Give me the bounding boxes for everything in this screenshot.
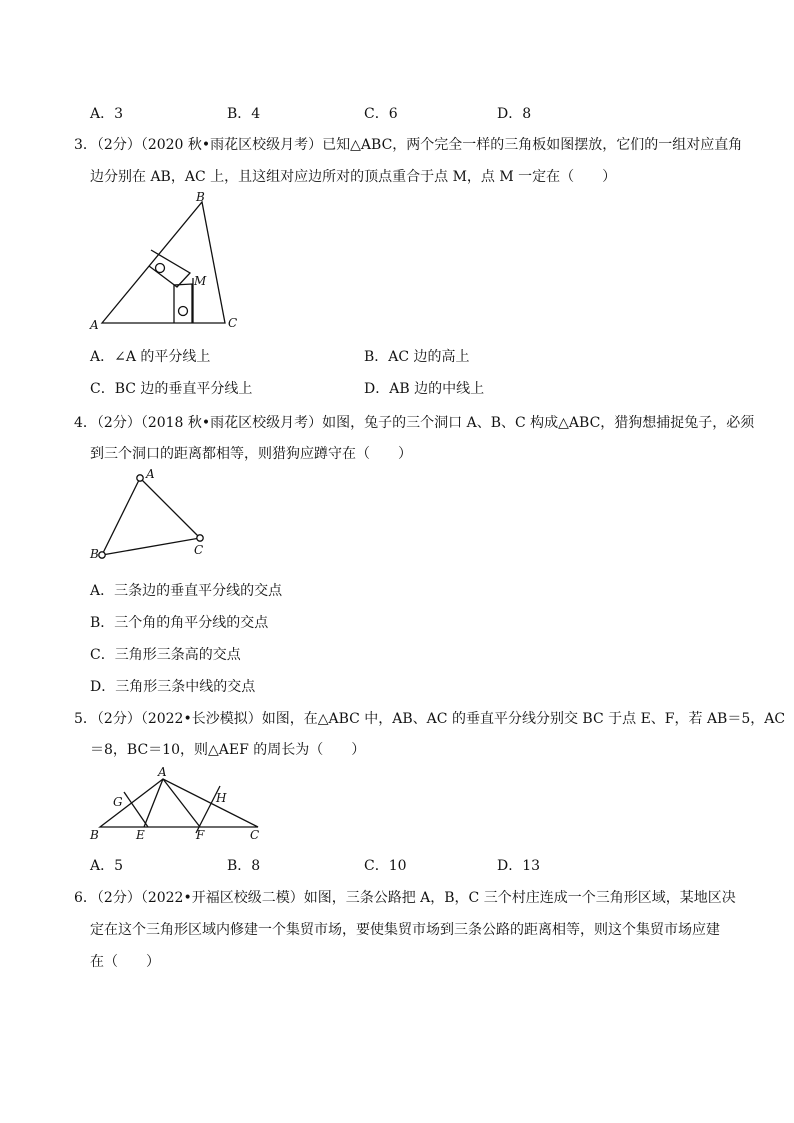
q4-option-d: D．三角形三条中线的交点 — [90, 679, 256, 695]
q5-label-c: C — [250, 828, 260, 842]
q3-stem-line1: 3．（2分）（2020 秋•雨花区校级月考）已知△ABC，两个完全一样的三角板如图摆放，它们的一组对应直角 — [74, 137, 743, 153]
q4-stem-line1: 4．（2分）（2018 秋•雨花区校级月考）如图，兔子的三个洞口 A、B、C 构成△ABC，猎狗想捕捉兔子，必须 — [74, 415, 755, 431]
q3-label-c: C — [228, 316, 238, 330]
q3-setsquare-lower — [174, 284, 192, 323]
q6-stem-line2: 定在这个三角形区域内修建一个集贸市场，要使集贸市场到三条公路的距离相等，则这个集贸市场应建 — [90, 922, 720, 938]
q5-label-e: E — [136, 828, 145, 842]
q4-label-a: A — [146, 467, 155, 481]
q5-option-d: D．13 — [497, 858, 541, 874]
q4-stem-line2: 到三个洞口的距离都相等，则猎狗应蹲守在（ ） — [90, 446, 412, 462]
q2-option-c: C．6 — [364, 106, 398, 122]
q3-label-m: M — [194, 274, 207, 288]
q3-circle-upper — [156, 264, 165, 273]
q3-figure — [90, 190, 250, 335]
q5-label-a: A — [158, 765, 167, 779]
q3-label-a: A — [90, 318, 99, 332]
q3-option-c: C．BC 边的垂直平分线上 — [90, 381, 253, 397]
q5-label-h: H — [216, 791, 227, 805]
q6-stem-line1: 6．（2分）（2022•开福区校级二模）如图，三条公路把 A，B，C 三个村庄连成一个三角形区域，某地区决 — [74, 890, 736, 906]
q3-triangle-abc — [102, 202, 225, 323]
q4-point-a — [137, 475, 143, 481]
q5-figure — [88, 764, 268, 844]
q3-option-b: B．AC 边的高上 — [364, 349, 470, 365]
q5-line-af — [163, 779, 200, 827]
q5-stem-line2: ＝8，BC＝10，则△AEF 的周长为（ ） — [90, 742, 366, 758]
q3-option-a: A．∠A 的平分线上 — [90, 349, 211, 365]
q4-point-c — [197, 535, 203, 541]
q5-triangle-abc — [100, 779, 258, 827]
q2-option-a: A．3 — [90, 106, 124, 122]
q3-option-d: D．AB 边的中线上 — [364, 381, 485, 397]
q5-option-b: B．8 — [227, 858, 261, 874]
q4-option-a: A．三条边的垂直平分线的交点 — [90, 583, 283, 599]
q4-option-b: B．三个角的角平分线的交点 — [90, 615, 269, 631]
q5-label-f: F — [196, 828, 205, 842]
q6-stem-line3: 在（ ） — [90, 954, 160, 970]
q5-option-c: C．10 — [364, 858, 407, 874]
q3-label-b: B — [196, 190, 205, 204]
q5-label-g: G — [113, 795, 123, 809]
q5-label-b: B — [90, 828, 99, 842]
q5-stem-line1: 5．（2分）（2022•长沙模拟）如图，在△ABC 中，AB、AC 的垂直平分线分别交 BC 于点 E、F，若 AB＝5，AC — [74, 711, 786, 727]
q3-circle-lower — [179, 307, 188, 316]
q4-triangle-abc — [102, 478, 200, 555]
q2-option-d: D．8 — [497, 106, 532, 122]
q4-option-c: C．三角形三条高的交点 — [90, 647, 241, 663]
q5-option-a: A．5 — [90, 858, 124, 874]
q3-stem-line2: 边分别在 AB，AC 上，且这组对应边所对的顶点重合于点 M，点 M 一定在（ ） — [90, 169, 617, 185]
q4-figure — [88, 466, 218, 566]
q2-option-b: B．4 — [227, 106, 261, 122]
q4-label-b: B — [90, 547, 99, 561]
q4-point-b — [99, 552, 105, 558]
q4-label-c: C — [194, 543, 204, 557]
q5-perp-bisector-ab — [124, 792, 148, 827]
